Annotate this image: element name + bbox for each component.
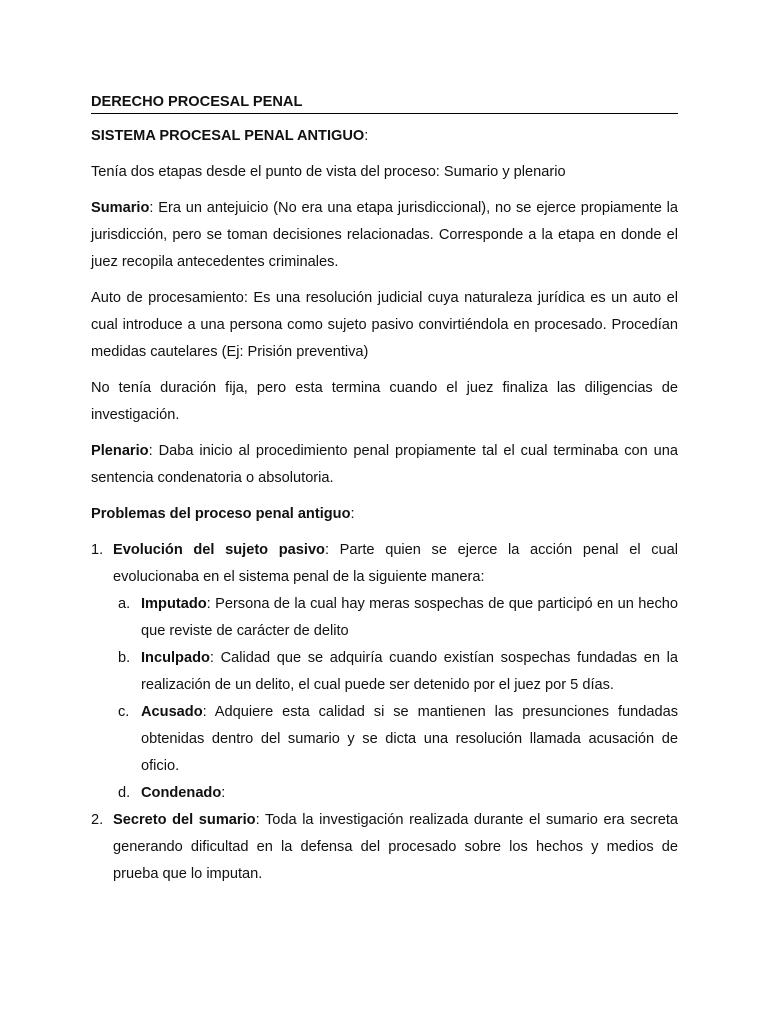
sublist-item <box>91 699 678 780</box>
section-heading-text: SISTEMA PROCESAL PENAL ANTIGUO <box>91 128 365 144</box>
sublist-item-text: : <box>221 785 226 801</box>
plenario-term: Plenario <box>91 443 149 459</box>
sublist-item <box>91 780 678 807</box>
list-item-text: : Toda la investigación realizada durante el sumario era secreta generando dificultad en la defensa del procesado sobre los hechos y medios de prueba que lo imputan. <box>113 812 678 882</box>
section-heading <box>91 123 678 150</box>
problemas-heading <box>91 501 678 528</box>
intro-paragraph: Tenía dos etapas desde el punto de vista del proceso: Sumario y plenario <box>91 164 566 180</box>
sublist-item-letter: a. <box>118 596 131 612</box>
sublist-item-letter: b. <box>118 650 131 666</box>
sumario-term: Sumario <box>91 200 150 216</box>
sublist-item <box>91 645 678 699</box>
sublist-item-term: Condenado <box>141 785 222 801</box>
sublist-item-letter: d. <box>118 785 131 801</box>
problemas-heading-colon: : <box>350 506 355 522</box>
sublist-item-text: : Adquiere esta calidad si se mantienen las presunciones fundadas obtenidas dentro del sumario y se dicta una resolución llamada acusación de oficio. <box>141 704 678 774</box>
document-page <box>91 92 678 888</box>
sublist-item-letter: c. <box>118 704 130 720</box>
list-item-number: 2. <box>91 812 104 828</box>
sublist-item-term: Inculpado <box>141 650 210 666</box>
list-item <box>91 537 678 807</box>
document-title: DERECHO PROCESAL PENAL <box>91 92 678 114</box>
sumario-paragraph <box>91 195 678 276</box>
auto-procesamiento-paragraph: Auto de procesamiento: Es una resolución judicial cuya naturaleza jurídica es un auto el cual introduce a una persona como sujeto pasivo convirtiéndola en procesado. Procedían medidas cautelares (Ej: Prisión preventiva) <box>91 290 678 360</box>
section-heading-colon: : <box>364 128 369 144</box>
problemas-list <box>91 537 678 888</box>
list-item-text: : Parte quien se ejerce la acción penal el cual evolucionaba en el sistema penal de la siguiente manera: <box>113 542 678 585</box>
sublist-item-text: : Persona de la cual hay meras sospechas de que participó en un hecho que reviste de carácter de delito <box>141 596 678 639</box>
problemas-heading-text: Problemas del proceso penal antiguo <box>91 506 351 522</box>
sublist-item-term: Acusado <box>141 704 203 720</box>
sumario-text: : Era un antejuicio (No era una etapa jurisdiccional), no se ejerce propiamente la jurisdicción, pero se toman decisiones relacionadas. Corresponde a la etapa en donde el juez recopila antecedentes criminales. <box>91 200 678 270</box>
sublist-item <box>91 591 678 645</box>
plenario-paragraph <box>91 438 678 492</box>
list-item-term: Secreto del sumario <box>113 812 256 828</box>
list-item-term: Evolución del sujeto pasivo <box>113 542 325 558</box>
list-item-number: 1. <box>91 542 104 558</box>
duracion-paragraph: No tenía duración fija, pero esta termina cuando el juez finaliza las diligencias de investigación. <box>91 380 678 423</box>
plenario-text: : Daba inicio al procedimiento penal propiamente tal el cual terminaba con una sentencia condenatoria o absolutoria. <box>91 443 678 486</box>
sublist-item-text: : Calidad que se adquiría cuando existían sospechas fundadas en la realización de un delito, el cual puede ser detenido por el juez por 5 días. <box>141 650 678 693</box>
list-item <box>91 807 678 888</box>
sublist-item-term: Imputado <box>141 596 207 612</box>
sujeto-pasivo-sublist <box>113 591 678 807</box>
